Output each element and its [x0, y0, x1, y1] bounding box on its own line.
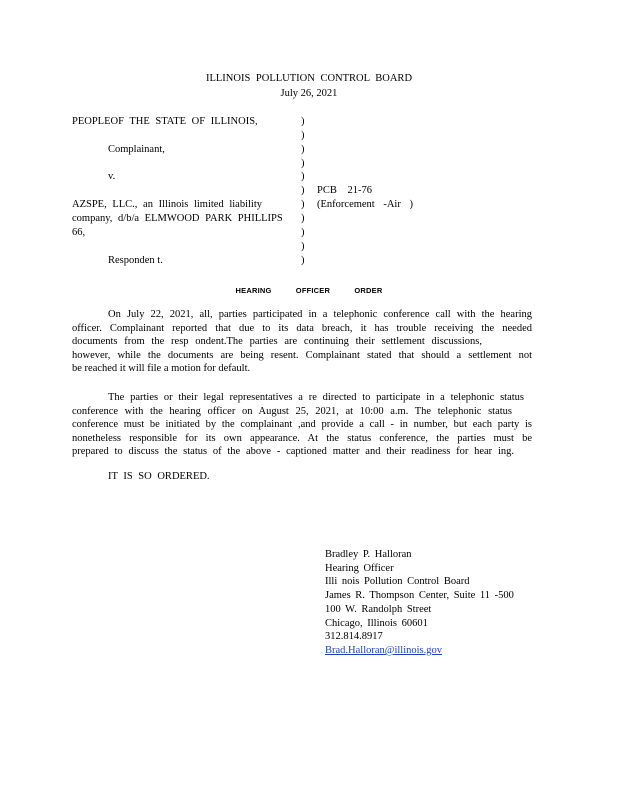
signature-block: [325, 548, 514, 658]
phone-number: 312.814.8917: [325, 631, 383, 643]
paragraph-line: On July 22, 2021, all, parties participated in a telephonic conference call with the hearing: [108, 309, 532, 320]
address-city: Chicago, Illinois 60601: [325, 617, 428, 629]
respondent-role: Responden t.: [108, 255, 163, 266]
paragraph-1: [72, 308, 532, 376]
paragraph-line: officer. Complainant reported that due to its data breach, it has trouble receiving the needed: [72, 322, 532, 334]
caption-paren: ): [301, 116, 305, 127]
versus-label: v.: [108, 171, 116, 182]
paragraph-2: [72, 391, 532, 459]
address-line-2: 100 W. Randolph Street: [325, 603, 432, 615]
paragraph-line: The parties or their legal representatives a re directed to participate in a telephonic status: [108, 392, 524, 403]
case-number: PCB 21-76: [317, 185, 372, 196]
signer-organization: Illi nois Pollution Control Board: [325, 576, 470, 588]
order-date: July 26, 2021: [280, 88, 338, 99]
plaintiff-name: PEOPLEOF THE STATE OF ILLINOIS,: [72, 116, 258, 127]
board-title: ILLINOIS POLLUTION CONTROL BOARD: [205, 73, 413, 84]
closing-statement: IT IS SO ORDERED.: [108, 471, 210, 482]
signer-name: Bradley P. Halloran: [325, 549, 412, 560]
caption-paren: ): [301, 241, 305, 252]
paragraph-line: documents from the resp ondent.The parties are continuing their settlement discussions,: [72, 336, 482, 348]
email-link[interactable]: Brad.Halloran@illinois.gov: [325, 644, 442, 656]
paragraph-line: conference must be initiated by the complainant ,and provide a call - in number, but each party is: [72, 419, 532, 431]
address-line-1: James R. Thompson Center, Suite 11 -500: [325, 590, 514, 602]
caption-paren: ): [301, 144, 305, 155]
paragraph-line: nonetheless responsible for its own appearance. At the status conference, the parties must be: [72, 432, 532, 444]
caption-paren: ): [301, 255, 305, 266]
caption-paren: ): [301, 130, 305, 141]
paragraph-line: conference with the hearing officer on August 25, 2021, at 10:00 a.m. The telephonic status: [72, 405, 512, 417]
respondent-line-2: company, d/b/a ELMWOOD PARK PHILLIPS: [72, 213, 283, 224]
respondent-line-3: 66,: [72, 227, 86, 238]
paragraph-line: however, while the documents are being resent. Complainant stated that should a settlement not: [72, 349, 532, 361]
signer-title: Hearing Officer: [325, 562, 394, 574]
paragraph-line: be reached it will file a motion for default.: [72, 363, 251, 375]
paragraph-line: prepared to discuss the status of the above - captioned matter and their readiness for hear ing.: [72, 446, 514, 458]
respondent-line-1: AZSPE, LLC., an Illinois limited liability: [72, 199, 262, 210]
plaintiff-role: Complainant,: [108, 144, 165, 155]
caption-paren: ): [301, 199, 305, 210]
caption-paren: ): [301, 158, 305, 169]
case-type: (Enforcement -Air ): [317, 199, 413, 210]
caption-paren: ): [301, 171, 305, 182]
caption-paren: ): [301, 227, 305, 238]
caption-paren: ): [301, 185, 305, 196]
caption-paren: ): [301, 213, 305, 224]
order-title: HEARING OFFICER ORDER: [235, 286, 383, 295]
